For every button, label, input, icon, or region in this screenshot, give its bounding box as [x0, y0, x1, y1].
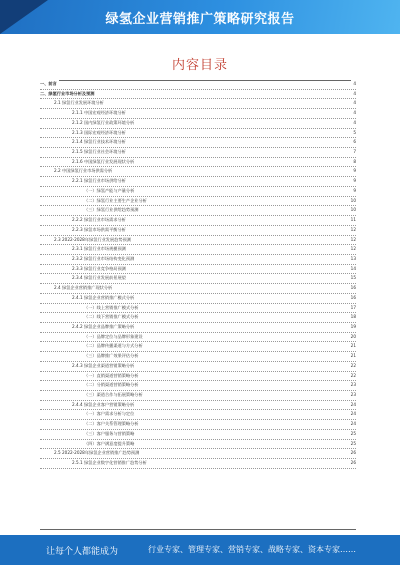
toc-entry-text: 2.3.1 绿氢行业市场规模预测 [72, 245, 128, 254]
toc-entry[interactable] [40, 449, 356, 459]
toc-entry-page: 11 [349, 216, 356, 225]
toc-entry[interactable] [40, 158, 356, 168]
toc-entry-page: 22 [349, 362, 356, 371]
toc-entry-text: （二）客户关系管理策略分析 [84, 420, 140, 429]
toc-entry-text: 2.3.2 绿氢行业市场结构变化预测 [72, 255, 136, 264]
toc-entry-text: （三）渠道合作与拓展策略分析 [84, 391, 145, 400]
toc-entry-text: （二）分销渠道营销策略分析 [84, 381, 140, 390]
toc-entry[interactable] [40, 197, 356, 207]
toc-entry-page: 5 [351, 129, 356, 138]
toc-entry-page: 7 [351, 148, 356, 157]
toc-entry-text: （二）品牌传播渠道与方式分析 [84, 342, 145, 351]
toc-entry[interactable] [40, 362, 356, 372]
toc-entry-text: （三）客户服务与营销策略 [84, 430, 136, 439]
toc-entry-text: 2.2.1 绿氢行业市场供给分析 [72, 177, 128, 186]
toc-entry[interactable] [40, 265, 356, 275]
toc-entry[interactable] [40, 304, 356, 314]
toc-entry-text: （一）客户需求分析与定位 [84, 410, 136, 419]
toc-entry-page: 24 [349, 420, 356, 429]
toc-entry[interactable] [40, 99, 356, 109]
toc-entry-page: 21 [349, 342, 356, 351]
toc-entry-text: （一）线上营销推广模式分析 [84, 304, 140, 313]
toc-entry-page: 23 [349, 381, 356, 390]
toc-entry[interactable] [40, 236, 356, 246]
toc-entry[interactable] [40, 342, 356, 352]
toc-entry-text: 二、绿氢行业市场分析及预测 [40, 90, 96, 99]
toc-entry-page: 14 [349, 265, 356, 274]
toc-entry-text: 一、前言 [40, 80, 59, 89]
toc-entry-text: 2.1.3 国际宏观经济环境分析 [72, 129, 128, 138]
toc-entry[interactable] [40, 420, 356, 430]
toc-bottom-rule [40, 529, 356, 530]
toc-entry-page: 23 [349, 391, 356, 400]
toc-entry[interactable] [40, 294, 356, 304]
toc-entry-text: 2.3.4 绿氢行业发展前景展望 [72, 274, 128, 283]
toc-entry-text: （一）品牌定位与品牌形象建设 [84, 333, 145, 342]
toc-entry-page: 24 [349, 401, 356, 410]
toc-entry-text: 2.4.2 绿氢企业品牌推广策略分析 [72, 323, 136, 332]
toc-entry-text: 2.2.2 绿氢行业市场需求分析 [72, 216, 128, 225]
toc-entry[interactable] [40, 255, 356, 265]
toc-entry[interactable] [40, 410, 356, 420]
toc-entry-page: 12 [349, 245, 356, 254]
header-banner [0, 0, 400, 34]
toc-entry-text: 2.1.1 中国宏观经济环境分析 [72, 109, 128, 118]
toc-entry[interactable] [40, 313, 356, 323]
toc-entry[interactable] [40, 177, 356, 187]
toc-heading: 内容目录 [171, 58, 228, 73]
toc-entry-page: 4 [351, 119, 356, 128]
toc-entry-text: （三）品牌推广效果评估分析 [84, 352, 140, 361]
toc-entry-page: 16 [349, 294, 356, 303]
toc-entry-page: 26 [349, 449, 356, 458]
toc-entry-page: 25 [349, 430, 356, 439]
toc-entry-text: 2.1.4 绿氢行业技术环境分析 [72, 138, 128, 147]
toc-entry[interactable] [40, 80, 356, 90]
toc-entry[interactable] [40, 372, 356, 382]
toc-entry-page: 17 [349, 304, 356, 313]
toc-entry-text: 2.3.3 绿氢行业竞争格局预测 [72, 265, 128, 274]
toc-entry-page: 26 [349, 459, 356, 468]
toc-entry-page: 12 [349, 236, 356, 245]
toc-entry-text: 2.4.4 绿氢企业客户营销策略分析 [72, 401, 136, 410]
toc-entry-page: 21 [349, 352, 356, 361]
toc-entry[interactable] [40, 216, 356, 226]
toc-entry-text: 2.4.3 绿氢企业渠道营销策略分析 [72, 362, 136, 371]
toc-entry-page: 10 [349, 206, 356, 215]
toc-entry-text: 2.2.3 绿氢市场供需平衡分析 [72, 226, 128, 235]
toc-entry-page: 20 [349, 333, 356, 342]
toc-entry-text: （二）线下营销推广模式分析 [84, 313, 140, 322]
toc-entry-page: 15 [349, 274, 356, 283]
toc-entry-text: 2.4.1 绿氢企业营销推广模式分析 [72, 294, 136, 303]
toc-entry-page: 4 [351, 109, 356, 118]
toc-entry-text: 2.5.1 绿氢企业数字化营销推广趋势分析 [72, 459, 149, 468]
toc-entry-text: （一）绿氢产能与产量分析 [84, 187, 136, 196]
toc-entry-text: 2.1.6 中国绿氢行业发展现状分析 [72, 158, 136, 167]
toc-entry[interactable] [40, 391, 356, 401]
toc-entry[interactable] [40, 206, 356, 216]
toc-entry[interactable] [40, 226, 356, 236]
toc-entry-page: 13 [349, 255, 356, 264]
toc-entry-text: 2.2 中国绿氢行业市场供需分析 [54, 167, 114, 176]
toc-entry-page: 18 [349, 313, 356, 322]
toc-entry[interactable] [40, 274, 356, 284]
toc-entry[interactable] [40, 323, 356, 333]
toc-entry[interactable] [40, 440, 356, 450]
toc-entry-page: 4 [351, 80, 356, 89]
toc-entry[interactable] [40, 167, 356, 177]
toc-entry[interactable] [40, 129, 356, 139]
toc-entry[interactable] [40, 245, 356, 255]
toc-entry[interactable] [40, 187, 356, 197]
toc-entry[interactable] [40, 148, 356, 158]
toc-entry-page: 9 [351, 187, 356, 196]
toc-entry[interactable] [40, 138, 356, 148]
toc-entry[interactable] [40, 401, 356, 411]
toc-entry-page: 25 [349, 440, 356, 449]
toc-entry-page: 22 [349, 372, 356, 381]
toc-entry[interactable] [40, 333, 356, 343]
toc-entry[interactable] [40, 352, 356, 362]
toc-entry-page: 12 [349, 226, 356, 235]
toc-entry[interactable] [40, 109, 356, 119]
toc-entry-text: （四）客户满意度提升策略 [84, 440, 136, 449]
toc-entry-page: 6 [351, 138, 356, 147]
table-of-contents [40, 80, 356, 469]
toc-entry[interactable] [40, 381, 356, 391]
toc-entry-text: 2.5 2022-2028年绿氢企业营销推广趋势预测 [54, 449, 141, 458]
toc-entry-page: 16 [349, 284, 356, 293]
toc-entry[interactable] [40, 430, 356, 440]
toc-entry-text: （三）绿氢行业供给趋势预测 [84, 206, 140, 215]
toc-entry-text: 2.3 2022-2028年绿氢行业发展趋势预测 [54, 236, 133, 245]
toc-entry-page: 9 [351, 177, 356, 186]
toc-entry-page: 4 [351, 90, 356, 99]
toc-entry-page: 9 [351, 167, 356, 176]
toc-entry[interactable] [40, 90, 356, 100]
toc-entry-page: 4 [351, 99, 356, 108]
toc-entry-text: （一）直销渠道营销策略分析 [84, 372, 140, 381]
footer-banner [0, 535, 400, 565]
toc-entry[interactable] [40, 284, 356, 294]
toc-entry-page: 10 [349, 197, 356, 206]
footer-slogan-right: 行业专家、管理专家、营销专家、战略专家、资本专家…… [148, 545, 356, 554]
toc-entry-text: （二）绿氢行业主要生产企业分析 [84, 197, 149, 206]
toc-entry-text: 2.4 绿氢企业营销推广现状分析 [54, 284, 114, 293]
toc-entry-text: 2.1 绿氢行业发展环境分析 [54, 99, 106, 108]
toc-entry-text: 2.1.5 绿氢行业社会环境分析 [72, 148, 128, 157]
toc-entry-page: 19 [349, 323, 356, 332]
report-title: 绿氢企业营销推广策略研究报告 [105, 12, 295, 27]
toc-entry-page: 8 [351, 158, 356, 167]
toc-entry-page: 24 [349, 410, 356, 419]
toc-entry[interactable] [40, 459, 356, 469]
toc-entry-text: 2.1.2 国内绿氢行业政策环境分析 [72, 119, 136, 128]
toc-entry[interactable] [40, 119, 356, 129]
footer-slogan-left: 让每个人都能成为 [46, 547, 119, 557]
